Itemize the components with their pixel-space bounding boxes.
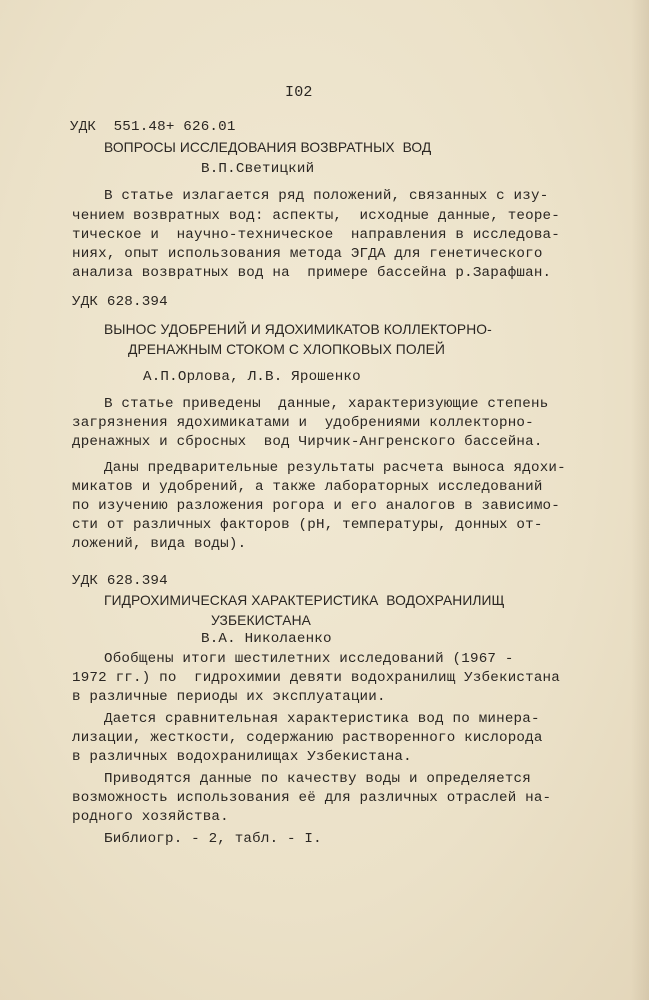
- article-authors: А.П.Орлова, Л.В. Ярошенко: [143, 369, 361, 385]
- abstract-line: Приводятся данные по качеству воды и определяется: [104, 771, 531, 787]
- abstract-line: лизации, жесткости, содержанию растворенного кислорода: [72, 730, 543, 746]
- abstract-line: Обобщены итоги шестилетних исследований (1967 -: [104, 651, 514, 667]
- page-edge-shadow: [631, 0, 649, 1000]
- abstract-line: по изучению разложения рогора и его аналогов в зависимо-: [72, 498, 560, 514]
- abstract-line: сти от различных факторов (pH, температуры, донных от-: [72, 517, 543, 533]
- abstract-line: ложений, вида воды).: [72, 536, 247, 552]
- article-title: ВОПРОСЫ ИССЛЕДОВАНИЯ ВОЗВРАТНЫХ ВОД: [104, 140, 432, 155]
- article-authors: В.П.Светицкий: [201, 161, 315, 177]
- abstract-line: В статье приведены данные, характеризующие степень: [104, 396, 549, 412]
- bibliography-note: Библиогр. - 2, табл. - I.: [104, 831, 322, 847]
- article-title: ГИДРОХИМИЧЕСКАЯ ХАРАКТЕРИСТИКА ВОДОХРАНИЛИЩ: [104, 593, 505, 608]
- abstract-line: загрязнения ядохимикатами и удобрениями коллекторно-: [72, 415, 534, 431]
- udc-code: УДК 628.394: [72, 573, 168, 589]
- abstract-line: 1972 гг.) по гидрохимии девяти водохранилищ Узбекистана: [72, 670, 560, 686]
- abstract-line: в различные периоды их эксплуатации.: [72, 689, 386, 705]
- abstract-line: в различных водохранилищах Узбекистана.: [72, 749, 412, 765]
- article-title: ВЫНОС УДОБРЕНИЙ И ЯДОХИМИКАТОВ КОЛЛЕКТОРНО-: [104, 322, 492, 337]
- page-number: I02: [285, 84, 313, 101]
- abstract-line: анализа возвратных вод на примере бассейна р.Зарафшан.: [72, 265, 552, 281]
- article-authors: В.А. Николаенко: [201, 631, 332, 647]
- abstract-line: дренажных и сбросных вод Чирчик-Ангренского бассейна.: [72, 434, 543, 450]
- abstract-line: родного хозяйства.: [72, 809, 229, 825]
- article-title: ДРЕНАЖНЫМ СТОКОМ С ХЛОПКОВЫХ ПОЛЕЙ: [128, 342, 445, 357]
- article-title: УЗБЕКИСТАНА: [211, 613, 311, 628]
- abstract-line: микатов и удобрений, а также лабораторных исследований: [72, 479, 543, 495]
- abstract-line: Дается сравнительная характеристика вод по минера-: [104, 711, 540, 727]
- abstract-line: ниях, опыт использования метода ЭГДА для генетического: [72, 246, 543, 262]
- udc-code: УДК 551.48+ 626.01: [70, 119, 236, 135]
- abstract-line: тическое и научно-техническое направления в исследова-: [72, 227, 560, 243]
- udc-code: УДК 628.394: [72, 294, 168, 310]
- abstract-line: В статье излагается ряд положений, связанных с изу-: [104, 188, 549, 204]
- abstract-line: чением возвратных вод: аспекты, исходные данные, теоре-: [72, 208, 560, 224]
- abstract-line: Даны предварительные результаты расчета выноса ядохи-: [104, 460, 566, 476]
- abstract-line: возможность использования её для различных отраслей на-: [72, 790, 552, 806]
